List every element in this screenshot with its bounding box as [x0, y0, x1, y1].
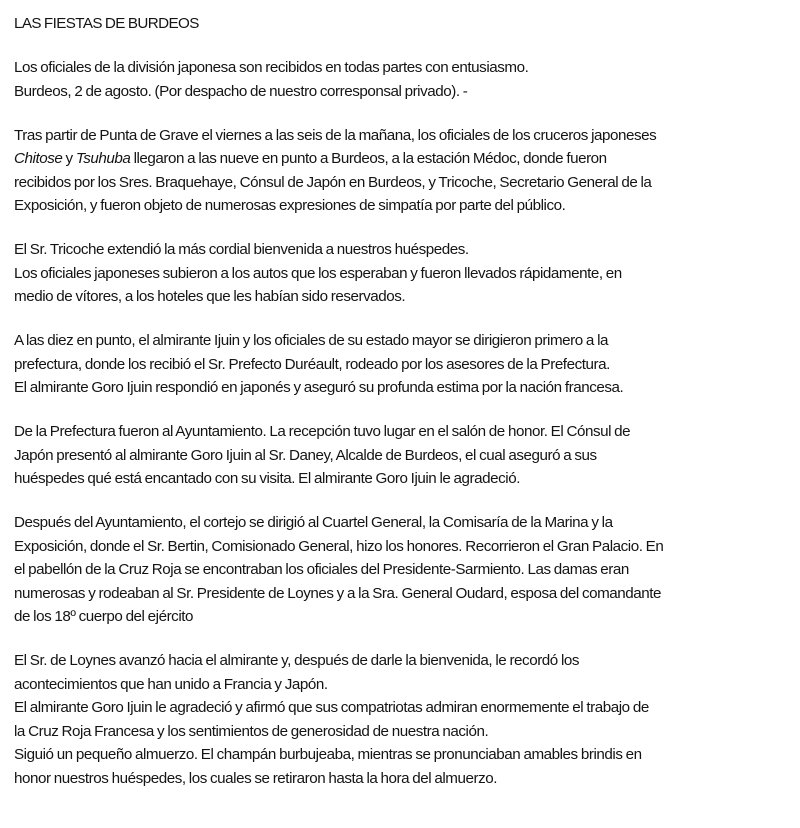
- document-page: [14, 12, 796, 811]
- text-line: Siguió un pequeño almuerzo. El champán burbujeaba, mientras se pronunciaban amables brindis en: [14, 746, 642, 763]
- text-line: honor nuestros huéspedes, los cuales se retiraron hasta la hora del almuerzo.: [14, 769, 498, 787]
- text-line: Tras partir de Punta de Grave el viernes a las seis de la mañana, los oficiales de los cruceros japoneses: [14, 126, 657, 144]
- text-line: Los oficiales japoneses subieron a los autos que los esperaban y fueron llevados rápidamente, en: [14, 264, 622, 282]
- text-line: Exposición, donde el Sr. Bertin, Comisionado General, hizo los honores. Recorrieron el Gran Palacio. En: [14, 537, 664, 555]
- text-line: prefectura, donde los recibió el Sr. Prefecto Duréault, rodeado por los asesores de la Prefectura.: [14, 355, 610, 373]
- text-line: recibidos por los Sres. Braquehaye, Cónsul de Japón en Burdeos, y Tricoche, Secretario General de la: [14, 173, 652, 191]
- text-line: la Cruz Roja Francesa y los sentimientos de generosidad de nuestra nación.: [14, 722, 489, 740]
- text-line: Exposición, y fueron objeto de numerosas expresiones de simpatía por parte del público.: [14, 197, 566, 214]
- text-line: el pabellón de la Cruz Roja se encontraban los oficiales del Presidente-Sarmiento. Las damas eran: [14, 561, 629, 578]
- text-line: acontecimientos que han unido a Francia y Japón.: [14, 675, 328, 693]
- text-line: Burdeos, 2 de agosto. (Por despacho de nuestro corresponsal privado). -: [14, 82, 468, 100]
- text-line: El almirante Goro Ijuin le agradeció y afirmó que sus compatriotas admiran enormemente el trabajo de: [14, 699, 649, 716]
- paragraph-red-cross: [14, 649, 796, 790]
- text-line: [14, 147, 796, 171]
- text-line: medio de vítores, a los hoteles que les habían sido reservados.: [14, 288, 406, 305]
- paragraph-exposition: [14, 511, 796, 629]
- document-title: LAS FIESTAS DE BURDEOS: [14, 15, 199, 32]
- text-line: huéspedes qué está encantado con su visita. El almirante Goro Ijuin le agradeció.: [14, 470, 520, 487]
- text-line: de los 18º cuerpo del ejército: [14, 608, 194, 625]
- text-line: numerosas y rodeaban al Sr. Presidente de Loynes y a la Sra. General Oudard, esposa del comandante: [14, 584, 662, 602]
- text-line: El Sr. Tricoche extendió la más cordial bienvenida a nuestros huéspedes.: [14, 241, 469, 258]
- text-line: A las diez en punto, el almirante Ijuin y los oficiales de su estado mayor se dirigieron primero a la: [14, 332, 609, 349]
- text-fragment: y: [62, 150, 76, 167]
- paragraph-welcome: [14, 238, 796, 309]
- text-line: Los oficiales de la división japonesa son recibidos en todas partes con entusiasmo.: [14, 59, 529, 76]
- paragraph-prefecture: [14, 329, 796, 400]
- text-line: Después del Ayuntamiento, el cortejo se dirigió al Cuartel General, la Comisaría de la Marina y la: [14, 514, 613, 531]
- ship-name-chitose: Chitose: [14, 150, 63, 167]
- paragraph-city-hall: [14, 420, 796, 491]
- text-line: El Sr. de Loynes avanzó hacia el almirante y, después de darle la bienvenida, le recordó los: [14, 652, 580, 669]
- text-line: El almirante Goro Ijuin respondió en japonés y aseguró su profunda estima por la nación francesa.: [14, 379, 624, 396]
- paragraph-arrival: [14, 124, 796, 218]
- ship-name-tsuhuba: Tsuhuba: [75, 150, 131, 167]
- paragraph-dateline: [14, 56, 796, 103]
- text-line: Japón presentó al almirante Goro Ijuin al Sr. Daney, Alcalde de Burdeos, el cual aseguró a sus: [14, 446, 597, 464]
- text-fragment: llegaron a las nueve en punto a Burdeos, a la estación Médoc, donde fueron: [130, 150, 607, 167]
- text-line: De la Prefectura fueron al Ayuntamiento. La recepción tuvo lugar en el salón de honor. El Cónsul de: [14, 423, 631, 440]
